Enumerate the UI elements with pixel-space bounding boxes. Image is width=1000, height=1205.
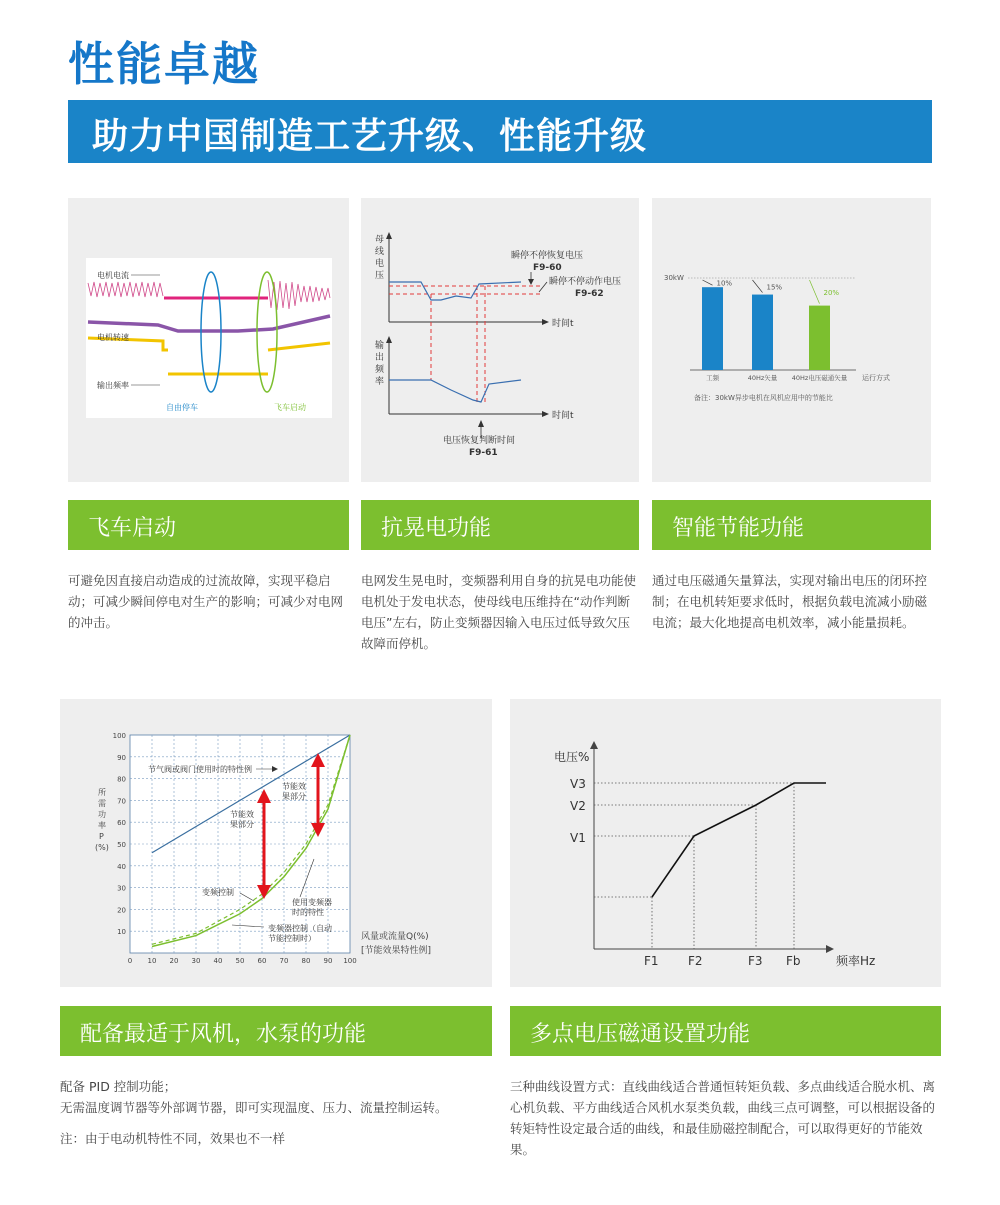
ytick-30: 30 bbox=[117, 884, 126, 893]
flying-start-title-bar bbox=[68, 500, 349, 550]
saving-label-0: 10% bbox=[716, 279, 733, 288]
vf-xtick-f3: F3 bbox=[748, 954, 763, 968]
bus-voltage-char-4: 压 bbox=[375, 271, 385, 281]
bar-xlabel: 运行方式 bbox=[862, 374, 890, 382]
ylabel-3: 功 bbox=[98, 810, 106, 819]
ann-saving-a-2: 果部分 bbox=[230, 820, 254, 829]
output-freq-char-3: 频 bbox=[375, 365, 385, 375]
fan-pump-chart bbox=[60, 699, 492, 987]
vf-ytick-v1: V1 bbox=[570, 831, 586, 845]
label-motor-speed: 电机转速 bbox=[97, 333, 129, 342]
energy-saving-title-bar bbox=[652, 500, 931, 550]
ann-vfd-auto-1: 变频器控制（自动 bbox=[268, 924, 332, 933]
multipoint-vf-chart bbox=[510, 699, 941, 987]
banner-text: 助力中国制造工艺升级、性能升级 bbox=[92, 116, 648, 157]
recover-voltage-code: F9-60 bbox=[533, 263, 562, 273]
judge-time-code: F9-61 bbox=[469, 448, 498, 458]
saving-arrow-2 bbox=[810, 280, 820, 304]
xtick-20: 20 bbox=[169, 957, 179, 965]
bus-voltage-char-3: 电 bbox=[375, 259, 385, 269]
ytick-20: 20 bbox=[117, 906, 126, 915]
ann-valve: 节气阀或阀门使用时的特性例 bbox=[148, 765, 252, 774]
vf-xtick-f2: F2 bbox=[688, 954, 703, 968]
xtick-0: 0 bbox=[127, 957, 133, 965]
dip-ride-figure bbox=[361, 198, 639, 482]
dip-ride-desc: 电网发生晃电时，变频器利用自身的抗晃电功能使电机处于发电状态，使母线电压维持在“动作判断电压”左右，防止变频器因输入电压过低导致欠压故障而停机。 bbox=[361, 573, 637, 651]
ann-saving-a-1: 节能效 bbox=[230, 810, 254, 819]
xlabel-1: 风量或流量Q(%) bbox=[361, 932, 429, 942]
multipoint-vf-title-bar bbox=[510, 1006, 941, 1056]
saving-label-2: 20% bbox=[823, 288, 840, 297]
xtick-70: 70 bbox=[279, 957, 289, 965]
time-label-top: 时间t bbox=[552, 319, 574, 329]
energy-saving-title: 智能节能功能 bbox=[672, 516, 805, 541]
judge-time-label: 电压恢复判断时间 bbox=[443, 436, 516, 446]
bus-voltage-char-1: 母 bbox=[375, 235, 385, 245]
xtick-40: 40 bbox=[213, 957, 223, 965]
dip-ride-title-bar bbox=[361, 500, 639, 550]
ann-vfd-auto-2: 节能控制时） bbox=[268, 934, 316, 943]
label-output-freq: 输出频率 bbox=[97, 381, 129, 390]
multipoint-vf-desc: 三种曲线设置方式：直线曲线适合普通恒转矩负载、多点曲线适合脱水机、离心机负载、平方曲线适合风机水泵类负载，曲线三点可调整，可以根据设备的转矩特性设定最合适的曲线，和最佳励磁控制配合，可以取得更好的节能效果。 bbox=[510, 1079, 936, 1157]
xtick-50: 50 bbox=[235, 957, 245, 965]
ylabel-5: P bbox=[99, 832, 104, 841]
bar-category-1: 40Hz矢量 bbox=[747, 374, 778, 382]
xlabel-2: [节能效果特性例] bbox=[361, 946, 432, 956]
flying-start-chart bbox=[68, 198, 349, 482]
label-motor-current: 电机电流 bbox=[97, 271, 129, 280]
ylabel-1: 所 bbox=[98, 788, 106, 797]
ytick-90: 90 bbox=[117, 753, 126, 762]
ann-saving-b-2: 果部分 bbox=[282, 792, 306, 801]
vf-xtick-fb: Fb bbox=[786, 954, 801, 968]
xtick-90: 90 bbox=[323, 957, 333, 965]
bar-0 bbox=[702, 287, 723, 370]
ytick-70: 70 bbox=[117, 797, 126, 806]
ylabel-4: 率 bbox=[98, 821, 106, 830]
bar-1 bbox=[752, 295, 773, 370]
flying-start-title: 飞车启动 bbox=[88, 516, 177, 541]
flying-start-desc: 可避免因直接启动造成的过流故障，实现平稳启动；可减少瞬间停电对生产的影响；可减少对电网的冲击。 bbox=[68, 573, 344, 630]
saving-label-1: 15% bbox=[766, 283, 783, 292]
ytick-40: 40 bbox=[117, 862, 126, 871]
action-voltage-label: 瞬停不停动作电压 bbox=[549, 277, 622, 287]
bar-category-0: 工频 bbox=[706, 374, 719, 382]
bar-ytick: 30kW bbox=[664, 274, 684, 282]
vf-xtick-f1: F1 bbox=[644, 954, 659, 968]
xtick-10: 10 bbox=[147, 957, 157, 965]
vf-ylabel: 电压% bbox=[554, 750, 590, 764]
bar-category-2: 40Hz电压磁通矢量 bbox=[791, 374, 848, 382]
dip-ride-title: 抗晃电功能 bbox=[381, 516, 492, 541]
time-label-bottom: 时间t bbox=[552, 411, 574, 421]
ann-vfd-use-2: 时的特性 bbox=[292, 908, 324, 917]
xtick-60: 60 bbox=[257, 957, 267, 965]
vf-xlabel: 频率Hz bbox=[836, 954, 876, 968]
flying-start-figure bbox=[68, 198, 349, 482]
ytick-10: 10 bbox=[117, 928, 126, 937]
energy-saving-chart bbox=[652, 198, 931, 482]
bus-voltage-char-2: 线 bbox=[375, 247, 385, 257]
recover-voltage-label: 瞬停不停恢复电压 bbox=[511, 251, 584, 261]
ytick-50: 50 bbox=[117, 841, 126, 849]
label-flying-start: 飞车启动 bbox=[274, 403, 306, 412]
page-title: 性能卓越 bbox=[68, 37, 260, 91]
xtick-100: 100 bbox=[343, 957, 357, 965]
ytick-60: 60 bbox=[117, 819, 126, 828]
bar-note: 备注：30kW异步电机在风机应用中的节能比 bbox=[694, 394, 833, 402]
fan-pump-title-bar bbox=[60, 1006, 492, 1056]
energy-saving-figure bbox=[652, 198, 931, 482]
xtick-30: 30 bbox=[191, 957, 201, 965]
ylabel-6: (%) bbox=[95, 843, 109, 852]
saving-arrow-0 bbox=[703, 280, 713, 285]
ann-saving-b-1: 节能效 bbox=[282, 782, 306, 791]
vf-curve bbox=[652, 783, 826, 897]
label-coast-stop: 自由停车 bbox=[166, 403, 198, 412]
ytick-100: 100 bbox=[112, 732, 126, 740]
xtick-80: 80 bbox=[301, 957, 311, 965]
section-banner bbox=[68, 100, 932, 163]
output-freq-char-2: 出 bbox=[375, 353, 385, 363]
saving-arrow-1 bbox=[753, 280, 763, 293]
dip-ride-chart bbox=[361, 198, 639, 482]
action-voltage-code: F9-62 bbox=[575, 289, 604, 299]
fan-pump-desc-line-1: 配备 PID 控制功能； bbox=[60, 1079, 177, 1094]
fan-pump-note: 注：由于电动机特性不同，效果也不一样 bbox=[60, 1131, 286, 1146]
multipoint-vf-title: 多点电压磁通设置功能 bbox=[530, 1022, 751, 1047]
output-freq-char-1: 输 bbox=[375, 341, 385, 351]
fan-pump-title: 配备最适于风机，水泵的功能 bbox=[80, 1022, 367, 1047]
output-freq-char-4: 率 bbox=[375, 377, 385, 387]
vf-ytick-v3: V3 bbox=[570, 777, 586, 791]
ann-vfd-use-1: 使用变频器 bbox=[292, 898, 332, 907]
vf-ytick-v2: V2 bbox=[570, 799, 586, 813]
ylabel-2: 需 bbox=[98, 799, 106, 808]
bar-2 bbox=[809, 306, 830, 370]
energy-saving-desc: 通过电压磁通矢量算法，实现对输出电压的闭环控制；在电机转矩要求低时，根据负载电流减小励磁电流；最大化地提高电机效率，减小能量损耗。 bbox=[652, 573, 928, 630]
fan-pump-desc-line-2: 无需温度调节器等外部调节器，即可实现温度、压力、流量控制运转。 bbox=[60, 1100, 448, 1115]
ann-vfd-control: 变频控制 bbox=[202, 888, 234, 897]
fan-pump-figure bbox=[60, 699, 492, 987]
fan-pump-desc bbox=[60, 1076, 500, 1149]
multipoint-vf-figure bbox=[510, 699, 941, 987]
ytick-80: 80 bbox=[117, 775, 126, 784]
